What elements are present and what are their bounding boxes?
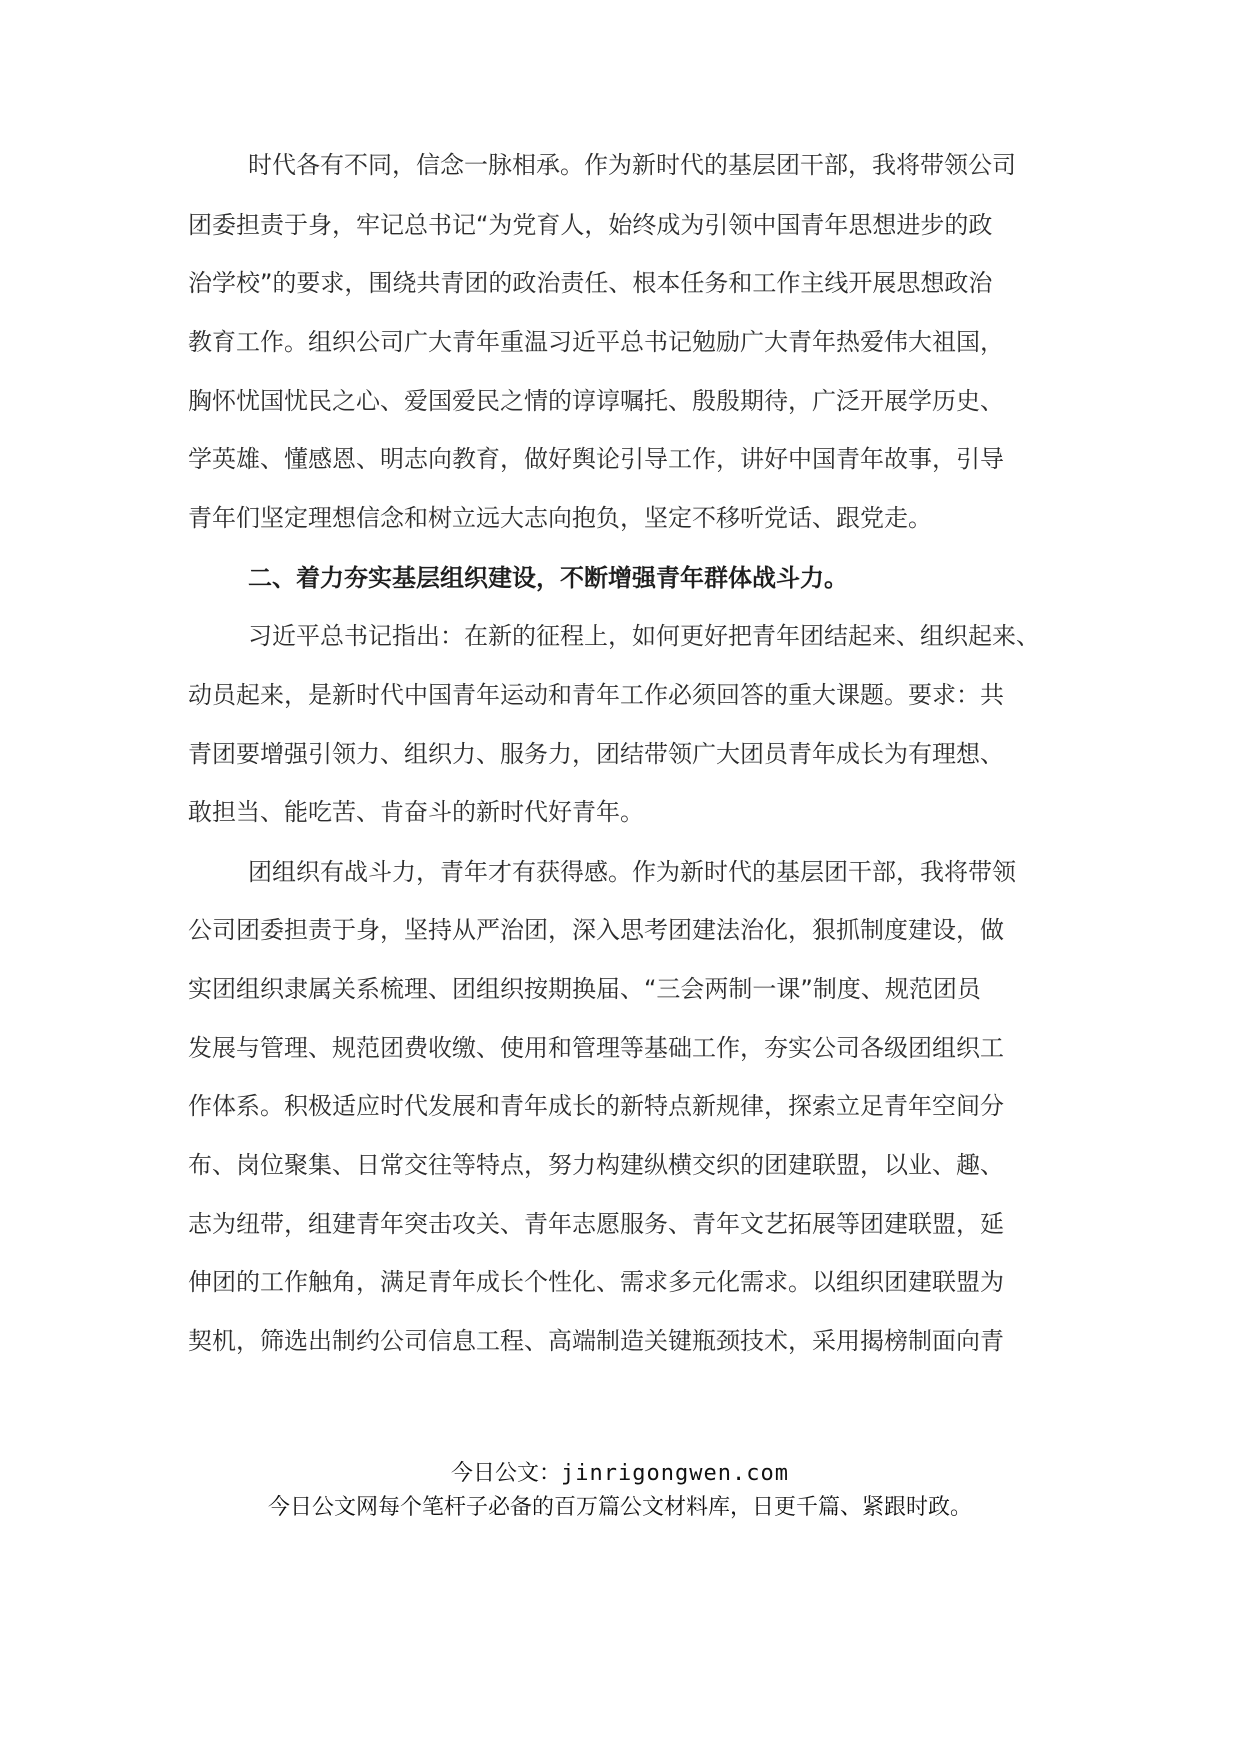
text-line-content: 团委担责于身，牢记总书记“为党育人，始终成为引领中国青年思想进步的政 (188, 211, 993, 239)
footer-site (0, 1456, 1240, 1487)
text-line-content: 动员起来，是新时代中国青年运动和青年工作必须回答的重大课题。要求：共 (188, 681, 1004, 709)
text-line-content: 习近平总书记指出：在新的征程上，如何更好把青年团结起来、组织起来、 (248, 622, 1040, 650)
text-line-content: 布、岗位聚集、日常交往等特点，努力构建纵横交织的团建联盟，以业、趣、 (188, 1151, 1004, 1179)
section-heading-text: 二、着力夯实基层组织建设，不断增强青年群体战斗力。 (248, 564, 848, 592)
text-line-content: 发展与管理、规范团费收缴、使用和管理等基础工作，夯实公司各级团组织工 (188, 1034, 1004, 1062)
text-line-content: 敢担当、能吃苦、肯奋斗的新时代好青年。 (188, 798, 644, 826)
text-line-content: 作体系。积极适应时代发展和青年成长的新特点新规律，探索立足青年空间分 (188, 1092, 1004, 1120)
text-line-content: 教育工作。组织公司广大青年重温习近平总书记勉励广大青年热爱伟大祖国， (188, 328, 1004, 356)
footer-slogan-text: 今日公文网每个笔杆子必备的百万篇公文材料库，日更千篇、紧跟时政。 (267, 1495, 972, 1520)
footer-site-label: 今日公文： (451, 1461, 562, 1486)
text-line-content: 实团组织隶属关系梳理、团组织按期换届、“三会两制一课”制度、规范团员 (188, 975, 981, 1003)
footer-slogan (0, 1490, 1240, 1521)
text-line-content: 志为纽带，组建青年突击攻关、青年志愿服务、青年文艺拓展等团建联盟，延 (188, 1210, 1004, 1238)
text-line-content: 青团要增强引领力、组织力、服务力，团结带领广大团员青年成长为有理想、 (188, 740, 1004, 768)
text-line-content: 公司团委担责于身，坚持从严治团，深入思考团建法治化，狠抓制度建设，做 (188, 916, 1004, 944)
text-line-content: 胸怀忧国忧民之心、爱国爱民之情的谆谆嘱托、殷殷期待，广泛开展学历史、 (188, 387, 1004, 415)
text-line-content: 伸团的工作触角，满足青年成长个性化、需求多元化需求。以组织团建联盟为 (188, 1268, 1004, 1296)
text-line-content: 契机，筛选出制约公司信息工程、高端制造关键瓶颈技术，采用揭榜制面向青 (188, 1327, 1004, 1355)
text-line-content: 青年们坚定理想信念和树立远大志向抱负，坚定不移听党话、跟党走。 (188, 504, 932, 532)
text-line-content: 时代各有不同，信念一脉相承。作为新时代的基层团干部，我将带领公司 (248, 151, 1016, 179)
footer-site-link[interactable]: jinrigongwen.com (561, 1461, 789, 1486)
text-line-content: 团组织有战斗力，青年才有获得感。作为新时代的基层团干部，我将带领 (248, 858, 1016, 886)
text-line-content: 治学校”的要求，围绕共青团的政治责任、根本任务和工作主线开展思想政治 (188, 269, 993, 297)
text-line-content: 学英雄、懂感恩、明志向教育，做好舆论引导工作，讲好中国青年故事，引导 (188, 445, 1004, 473)
